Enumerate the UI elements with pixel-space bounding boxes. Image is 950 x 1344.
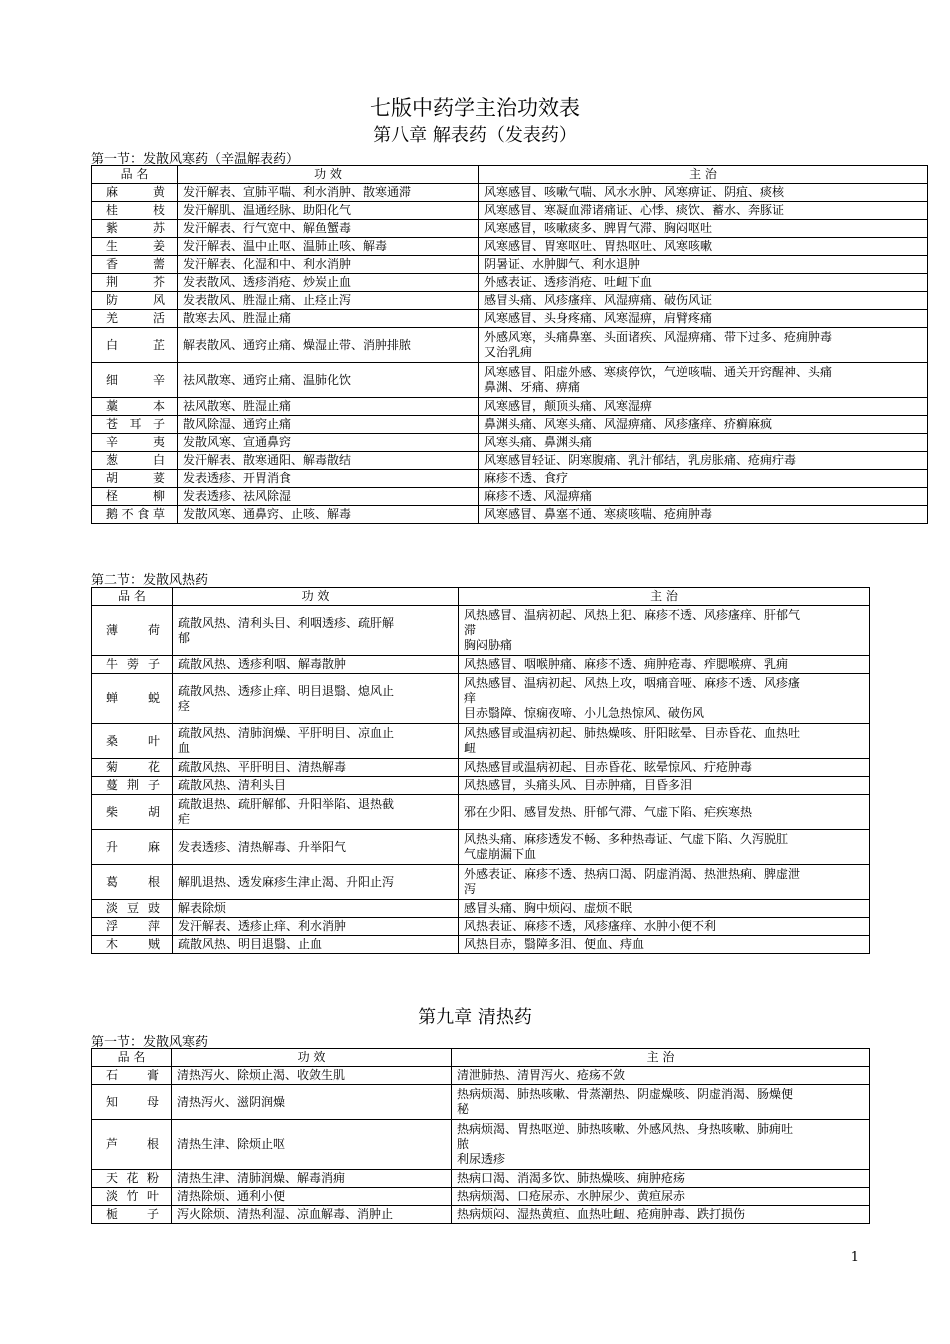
effect-line: 发汗解表、行气宽中、解鱼蟹毒 xyxy=(183,221,352,235)
herb-name: 羌活 xyxy=(92,310,178,328)
effect-line: 发表透疹、祛风除湿 xyxy=(183,489,292,503)
herb-indication xyxy=(479,184,928,202)
herb-effect xyxy=(178,202,479,220)
herb-effect xyxy=(178,416,479,434)
indication-line: 滞 xyxy=(464,623,477,637)
effect-line: 发表透疹、清热解毒、升举阳气 xyxy=(178,839,347,854)
section-heading-1: 第一节：发散风寒药（辛温解表药） xyxy=(91,152,300,167)
table-header-row xyxy=(92,588,870,606)
effect-line: 泻火除烦、清热利湿、凉血解毒、消肿止 xyxy=(177,1207,394,1221)
herb-name: 牛蒡子 xyxy=(92,656,173,674)
table-row xyxy=(92,256,928,274)
herb-indication xyxy=(459,936,870,954)
herb-effect xyxy=(173,724,459,759)
herb-indication xyxy=(459,777,870,795)
indication-line: 外感表证、透疹消疮、吐衄下血 xyxy=(484,275,653,289)
effect-line: 发汗解表、宣肺平喘、利水消肿、散寒通滞 xyxy=(183,185,412,199)
effect-line: 发散风寒、宣通鼻窍 xyxy=(183,435,292,449)
table-row xyxy=(92,452,928,470)
table-row xyxy=(92,470,928,488)
header-effect: 功 效 xyxy=(178,166,479,184)
effect-line: 发散风寒、通鼻窍、止咳、解毒 xyxy=(183,507,352,521)
indication-line: 麻疹不透、食疗 xyxy=(484,471,569,485)
effect-line: 血 xyxy=(178,741,191,755)
table-row xyxy=(92,795,870,830)
indication-line: 风热目赤，翳障多泪、便血、痔血 xyxy=(464,937,645,951)
herb-indication xyxy=(452,1170,870,1188)
herb-indication xyxy=(452,1188,870,1206)
effect-line: 痉 xyxy=(178,698,191,713)
indication-line: 又治乳痈 xyxy=(484,345,533,359)
indication-line: 风寒感冒、胃寒呕吐、胃热呕吐、风寒咳嗽 xyxy=(484,239,713,253)
herb-name: 鹅不食草 xyxy=(92,506,178,524)
herb-name: 蝉蜕 xyxy=(92,674,173,724)
herb-name: 辛夷 xyxy=(92,434,178,452)
indication-line: 痒 xyxy=(464,691,477,705)
effect-line: 疏散风热、透疹利咽、解毒散肿 xyxy=(178,657,347,671)
herb-effect xyxy=(173,606,459,656)
herb-indication xyxy=(479,202,928,220)
effect-line: 清热生津、除烦止呕 xyxy=(177,1137,286,1151)
herb-indication xyxy=(479,363,928,398)
table-row xyxy=(92,202,928,220)
herb-indication xyxy=(459,724,870,759)
herb-indication xyxy=(479,256,928,274)
table-row xyxy=(92,398,928,416)
indication-line: 胸闷胁痛 xyxy=(464,638,513,652)
table-row xyxy=(92,777,870,795)
table-row xyxy=(92,416,928,434)
header-name: 品 名 xyxy=(92,588,173,606)
table-row xyxy=(92,1120,870,1170)
indication-line: 阴暑证、水肿脚气、利水退肿 xyxy=(484,257,641,271)
effect-line: 散寒去风、胜湿止痛 xyxy=(183,311,292,325)
herb-effect xyxy=(178,434,479,452)
table-row xyxy=(92,900,870,918)
table-row xyxy=(92,434,928,452)
herb-effect xyxy=(178,220,479,238)
herb-indication xyxy=(479,488,928,506)
effect-line: 祛风散寒、胜湿止痛 xyxy=(183,399,292,413)
herb-effect xyxy=(173,918,459,936)
table-row xyxy=(92,506,928,524)
herb-effect xyxy=(172,1170,452,1188)
indication-line: 衄 xyxy=(464,741,477,755)
indication-line: 风热感冒或温病初起、肺热燥咳、肝阳眩晕、目赤昏花、血热吐 xyxy=(464,726,801,740)
indication-line: 麻疹不透、风湿痹痛 xyxy=(484,489,593,503)
herb-indication xyxy=(459,606,870,656)
herb-indication xyxy=(459,865,870,900)
indication-line: 风寒感冒，咳嗽痰多、脾胃气滞、胸闷呕吐 xyxy=(484,221,713,235)
herb-effect xyxy=(178,292,479,310)
herb-name: 薄荷 xyxy=(92,606,173,656)
effect-line: 解表散风、通窍止痛、燥湿止带、消肿排脓 xyxy=(183,337,412,352)
table-row xyxy=(92,1206,870,1224)
indication-line: 鼻渊头痛、风寒头痛、风湿痹痛、风疹瘙痒、疥癣麻疯 xyxy=(484,417,773,431)
indication-line: 风热感冒、温病初起、风热上犯、麻疹不透、风疹瘙痒、肝郁气 xyxy=(464,608,801,622)
indication-line: 秘 xyxy=(457,1102,470,1116)
table-row xyxy=(92,328,928,363)
table-row xyxy=(92,238,928,256)
herb-effect xyxy=(178,256,479,274)
header-name: 品 名 xyxy=(92,166,178,184)
herb-name: 葛根 xyxy=(92,865,173,900)
herb-indication xyxy=(479,470,928,488)
effect-line: 解肌退热、透发麻疹生津止渴、升阳止泻 xyxy=(178,874,395,889)
indication-line: 清泄肺热、清胃泻火、疮疡不敛 xyxy=(457,1068,626,1082)
herb-indication xyxy=(452,1120,870,1170)
indication-line: 风寒感冒，颠顶头痛、风寒湿痹 xyxy=(484,399,653,413)
indication-line: 风热感冒或温病初起、目赤昏花、眩晕惊风、疔疮肿毒 xyxy=(464,760,753,774)
table-row xyxy=(92,724,870,759)
effect-line: 疏散风热、清利头目、利咽透疹、疏肝解 xyxy=(178,615,395,630)
herb-effect xyxy=(172,1120,452,1170)
herb-indication xyxy=(479,434,928,452)
effect-line: 清热泻火、除烦止渴、收敛生肌 xyxy=(177,1068,346,1082)
page-number: 1 xyxy=(850,1250,859,1265)
table-row xyxy=(92,656,870,674)
indication-line: 气虚崩漏下血 xyxy=(464,847,537,861)
herb-name: 荆芥 xyxy=(92,274,178,292)
herb-effect xyxy=(173,777,459,795)
herb-indication xyxy=(479,506,928,524)
indication-line: 风热感冒，头痛头风、目赤肿痛，目昏多泪 xyxy=(464,778,693,792)
herb-name: 柴胡 xyxy=(92,795,173,830)
indication-line: 目赤翳障、惊痫夜啼、小儿急热惊风、破伤风 xyxy=(464,706,705,720)
herb-indication xyxy=(459,759,870,777)
herb-effect xyxy=(172,1067,452,1085)
effect-line: 清热除烦、通利小便 xyxy=(177,1189,286,1203)
herb-name: 葱白 xyxy=(92,452,178,470)
herb-name: 知母 xyxy=(92,1085,172,1120)
herb-name: 胡荽 xyxy=(92,470,178,488)
indication-line: 风寒头痛、鼻渊头痛 xyxy=(484,435,593,449)
table-row xyxy=(92,1188,870,1206)
herb-indication xyxy=(459,795,870,830)
herb-name: 栀子 xyxy=(92,1206,172,1224)
herb-indication xyxy=(479,238,928,256)
herb-name: 防风 xyxy=(92,292,178,310)
herb-name: 白芷 xyxy=(92,328,178,363)
table-row xyxy=(92,363,928,398)
herb-name: 细辛 xyxy=(92,363,178,398)
herb-effect xyxy=(178,452,479,470)
herb-name: 菊花 xyxy=(92,759,173,777)
indication-line: 热病烦闷、湿热黄疸、血热吐衄、疮痈肿毒、跌打损伤 xyxy=(457,1207,746,1221)
herb-name: 木贼 xyxy=(92,936,173,954)
herb-effect xyxy=(178,506,479,524)
herb-indication xyxy=(479,328,928,363)
herb-effect xyxy=(178,470,479,488)
header-indication: 主 治 xyxy=(459,588,870,606)
herb-name: 升麻 xyxy=(92,830,173,865)
herb-indication xyxy=(459,674,870,724)
effect-line: 疏散风热、清利头目 xyxy=(178,778,287,792)
effect-line: 疏散风热、透疹止痒、明目退翳、熄风止 xyxy=(178,683,395,698)
indication-line: 风寒感冒、咳嗽气喘、风水水肿、风寒痹证、阴疽、痰核 xyxy=(484,185,785,199)
herb-name: 天花粉 xyxy=(92,1170,172,1188)
indication-line: 风寒感冒、鼻塞不通、寒痰咳喘、疮痈肿毒 xyxy=(484,507,713,521)
effect-line: 发表透疹、开胃消食 xyxy=(183,471,292,485)
effect-line: 清热生津、清肺润燥、解毒消痈 xyxy=(177,1171,346,1185)
herb-effect xyxy=(178,184,479,202)
header-indication: 主 治 xyxy=(452,1049,870,1067)
indication-line: 泻 xyxy=(464,882,477,896)
page-title: 七版中药学主治功效表 xyxy=(370,96,580,120)
chapter-9-heading: 第九章 清热药 xyxy=(418,1007,532,1028)
indication-line: 感冒头痛、胸中烦闷、虚烦不眠 xyxy=(464,901,633,915)
herb-effect xyxy=(173,795,459,830)
herb-name: 生姜 xyxy=(92,238,178,256)
herb-indication xyxy=(479,274,928,292)
effect-line: 发汗解表、化湿和中、利水消肿 xyxy=(183,257,352,271)
indication-line: 风热感冒、咽喉肿痛、麻疹不透、痈肿疮毒、痄腮喉痹、乳痈 xyxy=(464,657,789,671)
herb-name: 桂枝 xyxy=(92,202,178,220)
indication-line: 风寒感冒、寒凝血滞诸痛证、心悸、痰饮、蓄水、奔豚证 xyxy=(484,203,785,217)
herb-effect xyxy=(178,310,479,328)
table-row xyxy=(92,1085,870,1120)
herb-name: 浮萍 xyxy=(92,918,173,936)
herb-indication xyxy=(459,830,870,865)
indication-line: 热病口渴、消渴多饮、肺热燥咳、痈肿疮疡 xyxy=(457,1171,686,1185)
herb-name: 香薷 xyxy=(92,256,178,274)
header-effect: 功 效 xyxy=(173,588,459,606)
herb-indication xyxy=(459,918,870,936)
effect-line: 郁 xyxy=(178,630,191,645)
header-indication: 主 治 xyxy=(479,166,928,184)
effect-line: 发表散风、透疹消疮、炒炭止血 xyxy=(183,275,352,289)
indication-line: 利尿透疹 xyxy=(457,1152,506,1166)
herb-effect xyxy=(178,274,479,292)
herb-name: 石膏 xyxy=(92,1067,172,1085)
section-heading-2: 第二节：发散风热药 xyxy=(91,573,209,588)
herb-effect xyxy=(172,1085,452,1120)
effect-line: 清热泻火、滋阴润燥 xyxy=(177,1094,286,1109)
herb-indication xyxy=(479,452,928,470)
herb-indication xyxy=(479,292,928,310)
herb-name: 芦根 xyxy=(92,1120,172,1170)
herb-effect xyxy=(172,1188,452,1206)
indication-line: 风热表证、麻疹不透，风疹瘙痒、水肿小便不利 xyxy=(464,919,717,933)
herb-name: 紫苏 xyxy=(92,220,178,238)
indication-line: 风热头痛、麻疹透发不畅、多种热毒证、气虚下陷、久泻脱肛 xyxy=(464,832,789,846)
herb-effect xyxy=(178,238,479,256)
effect-line: 发表散风、胜湿止痛、止痉止泻 xyxy=(183,293,352,307)
herb-name: 淡豆豉 xyxy=(92,900,173,918)
herb-indication xyxy=(452,1067,870,1085)
herb-name: 淡竹叶 xyxy=(92,1188,172,1206)
header-name: 品 名 xyxy=(92,1049,172,1067)
table-row xyxy=(92,674,870,724)
indication-line: 鼻渊、牙痛、痹痛 xyxy=(484,380,581,394)
table-row xyxy=(92,1170,870,1188)
indication-line: 热病烦渴、肺热咳嗽、骨蒸潮热、阴虚燥咳、阴虚消渴、肠燥便 xyxy=(457,1087,794,1101)
chapter-8-heading: 第八章 解表药（发表药） xyxy=(373,125,577,146)
table-row xyxy=(92,759,870,777)
herb-name: 苍耳子 xyxy=(92,416,178,434)
table-row xyxy=(92,865,870,900)
herb-indication xyxy=(459,656,870,674)
herb-indication xyxy=(459,900,870,918)
herb-table-1 xyxy=(91,165,928,524)
section-heading-3: 第一节：发散风寒药 xyxy=(91,1035,209,1050)
effect-line: 发汗解肌、温通经脉、助阳化气 xyxy=(183,203,352,217)
herb-effect xyxy=(173,656,459,674)
herb-effect xyxy=(172,1206,452,1224)
effect-line: 散风除湿、通窍止痛 xyxy=(183,417,292,431)
table-header-row xyxy=(92,1049,870,1067)
header-effect: 功 效 xyxy=(172,1049,452,1067)
indication-line: 脓 xyxy=(457,1137,470,1151)
indication-line: 风寒感冒轻证、阴寒腹痛、乳汁郁结，乳房胀痛、疮痈疔毒 xyxy=(484,453,797,467)
herb-effect xyxy=(173,759,459,777)
herb-effect xyxy=(173,900,459,918)
effect-line: 疏散风热、平肝明目、清热解毒 xyxy=(178,760,347,774)
effect-line: 解表除烦 xyxy=(178,901,227,915)
indication-line: 感冒头痛、风疹瘙痒、风湿痹痛、破伤风证 xyxy=(484,293,713,307)
effect-line: 发汗解表、散寒通阳、解毒散结 xyxy=(183,453,352,467)
table-row xyxy=(92,488,928,506)
herb-name: 藁本 xyxy=(92,398,178,416)
table-row xyxy=(92,1067,870,1085)
herb-effect xyxy=(173,865,459,900)
herb-indication xyxy=(479,398,928,416)
table-row xyxy=(92,184,928,202)
herb-effect xyxy=(178,363,479,398)
table-row xyxy=(92,292,928,310)
indication-line: 外感风寒，头痛鼻塞、头面诸疾、风湿痹痛、带下过多、疮痈肿毒 xyxy=(484,330,833,344)
table-row xyxy=(92,830,870,865)
herb-effect xyxy=(178,488,479,506)
herb-name: 桑叶 xyxy=(92,724,173,759)
table-header-row xyxy=(92,166,928,184)
effect-line: 发汗解表、透疹止痒、利水消肿 xyxy=(178,919,347,933)
herb-effect xyxy=(173,936,459,954)
table-row xyxy=(92,310,928,328)
table-row xyxy=(92,274,928,292)
effect-line: 祛风散寒、通窍止痛、温肺化饮 xyxy=(183,372,352,387)
indication-line: 热病烦渴、胃热呕逆、肺热咳嗽、外感风热、身热咳嗽、肺痈吐 xyxy=(457,1122,794,1136)
herb-effect xyxy=(173,674,459,724)
herb-indication xyxy=(479,416,928,434)
indication-line: 邪在少阳、感冒发热、肝郁气滞、气虚下陷、疟疾寒热 xyxy=(464,804,753,819)
herb-table-2 xyxy=(91,587,870,954)
indication-line: 外感表证、麻疹不透、热病口渴、阴虚消渴、热泄热痢、脾虚泄 xyxy=(464,867,801,881)
table-row xyxy=(92,220,928,238)
herb-name: 柽柳 xyxy=(92,488,178,506)
herb-table-3 xyxy=(91,1048,870,1224)
herb-effect xyxy=(178,328,479,363)
effect-line: 发汗解表、温中止呕、温肺止咳、解毒 xyxy=(183,239,388,253)
herb-effect xyxy=(178,398,479,416)
table-row xyxy=(92,936,870,954)
indication-line: 风热感冒、温病初起、风热上攻，咽痛音哑、麻疹不透、风疹瘙 xyxy=(464,676,801,690)
indication-line: 风寒感冒、头身疼痛、风寒湿痹，肩臂疼痛 xyxy=(484,311,713,325)
effect-line: 疏散退热、疏肝解郁、升阳举陷、退热截 xyxy=(178,797,395,811)
table-row xyxy=(92,918,870,936)
herb-name: 蔓荆子 xyxy=(92,777,173,795)
effect-line: 疏散风热、明目退翳、止血 xyxy=(178,937,323,951)
effect-line: 疏散风热、清肺润燥、平肝明目、凉血止 xyxy=(178,726,395,740)
indication-line: 热病烦渴、口疮尿赤、水肿尿少、黄疸尿赤 xyxy=(457,1189,686,1203)
herb-effect xyxy=(173,830,459,865)
herb-indication xyxy=(452,1085,870,1120)
indication-line: 风寒感冒、阳虚外感、寒痰停饮，气逆咳喘、通关开窍醒神、头痛 xyxy=(484,365,833,379)
herb-indication xyxy=(479,220,928,238)
herb-indication xyxy=(452,1206,870,1224)
herb-indication xyxy=(479,310,928,328)
effect-line: 疟 xyxy=(178,812,191,826)
table-row xyxy=(92,606,870,656)
herb-name: 麻黄 xyxy=(92,184,178,202)
